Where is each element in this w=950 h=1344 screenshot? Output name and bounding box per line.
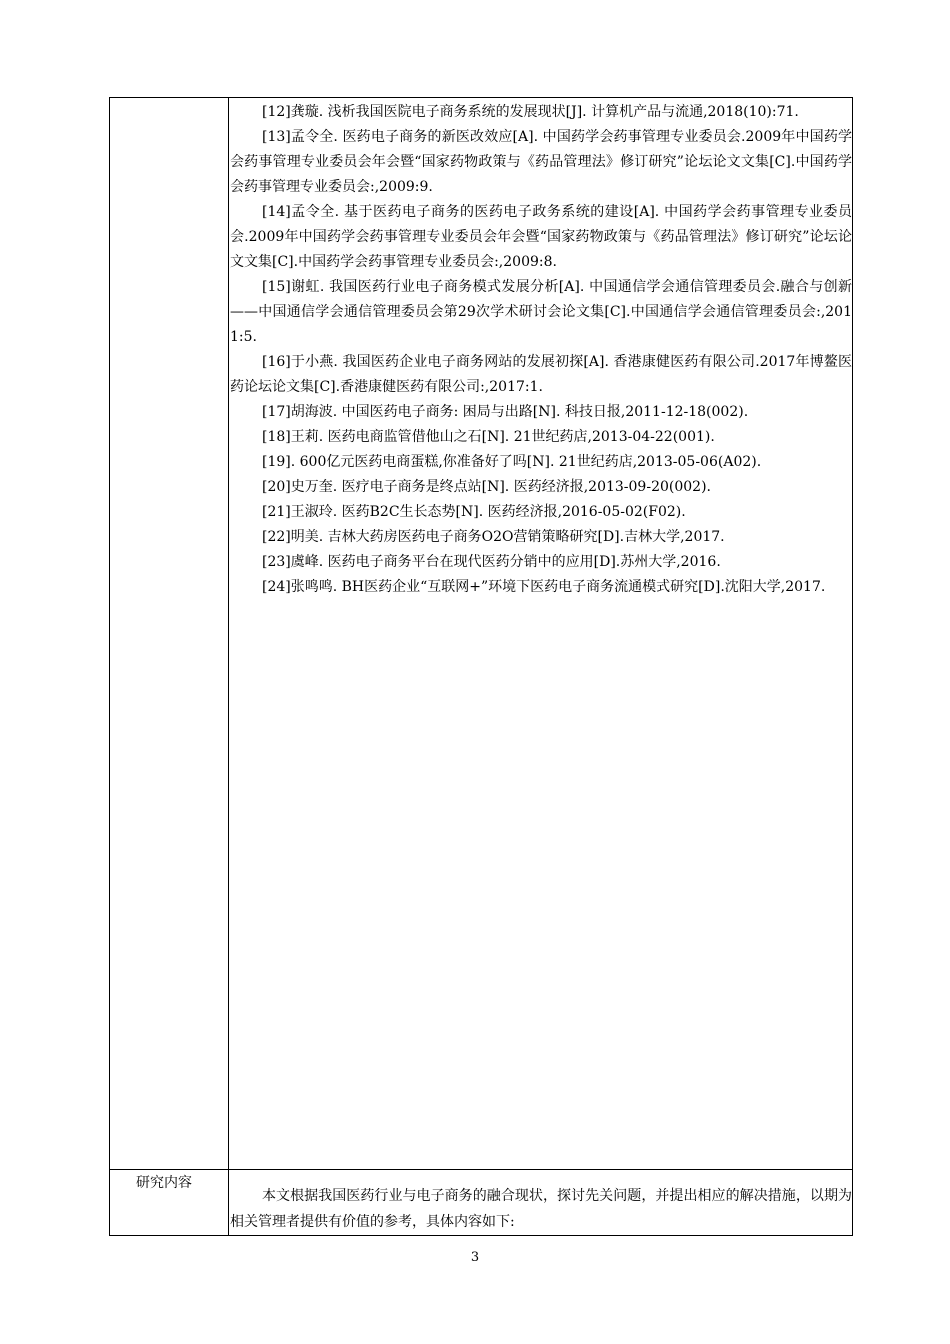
proposal-form-table [109,97,853,1236]
reference-item: [12]龚璇. 浅析我国医院电子商务系统的发展现状[J]. 计算机产品与流通,2018(10):71. [262,104,799,120]
reference-item: [23]虞峰. 医药电子商务平台在现代医药分销中的应用[D].苏州大学,2016. [262,554,721,570]
reference-item: [19]. 600亿元医药电商蛋糕,你准备好了吗[N]. 21世纪药店,2013-05-06(A02). [262,454,762,470]
research-content-label: 研究内容 [136,1175,192,1191]
reference-item: [21]王淑玲. 医药B2C生长态势[N]. 医药经济报,2016-05-02(F02). [262,504,686,520]
reference-item: [13]孟令全. 医药电子商务的新医改效应[A]. 中国药学会药事管理专业委员会.2009年中国药学会药事管理专业委员会年会暨“国家药物政策与《药品管理法》修订研究”论坛论文文集[C].中国药学会药事管理专业委员会:,2009:9. [230,129,852,195]
reference-item: [18]王莉. 医药电商监管借他山之石[N]. 21世纪药店,2013-04-22(001). [262,429,715,445]
reference-item: [24]张鸣鸣. BH医药企业“互联网+”环境下医药电子商务流通模式研究[D].沈阳大学,2017. [262,579,826,595]
row-divider [110,1169,852,1170]
reference-item: [15]谢虹. 我国医药行业电子商务模式发展分析[A]. 中国通信学会通信管理委员会.融合与创新——中国通信学会通信管理委员会第29次学术研讨会论文集[C].中国通信学会通信管理委员会:,2011:5. [230,279,852,345]
reference-item: [22]明美. 吉林大药房医药电子商务O2O营销策略研究[D].吉林大学,2017. [262,529,725,545]
reference-item: [20]史万奎. 医疗电子商务是终点站[N]. 医药经济报,2013-09-20(002). [262,479,711,495]
reference-list [230,100,852,600]
reference-item: [16]于小燕. 我国医药企业电子商务网站的发展初探[A]. 香港康健医药有限公司.2017年博鳌医药论坛论文集[C].香港康健医药有限公司:,2017:1. [230,354,852,395]
reference-item: [17]胡海波. 中国医药电子商务: 困局与出路[N]. 科技日报,2011-12-18(002). [262,404,749,420]
research-content-body: 本文根据我国医药行业与电子商务的融合现状，探讨先关问题，并提出相应的解决措施，以期为相关管理者提供有价值的参考，具体内容如下: [230,1188,852,1230]
reference-item: [14]孟令全. 基于医药电子商务的医药电子政务系统的建设[A]. 中国药学会药事管理专业委员会.2009年中国药学会药事管理专业委员会年会暨“国家药物政策与《药品管理法》修订研究”论坛论文文集[C].中国药学会药事管理专业委员会:,2009:8. [230,204,852,270]
column-divider [228,98,229,1235]
page-number: 3 [470,1250,480,1265]
